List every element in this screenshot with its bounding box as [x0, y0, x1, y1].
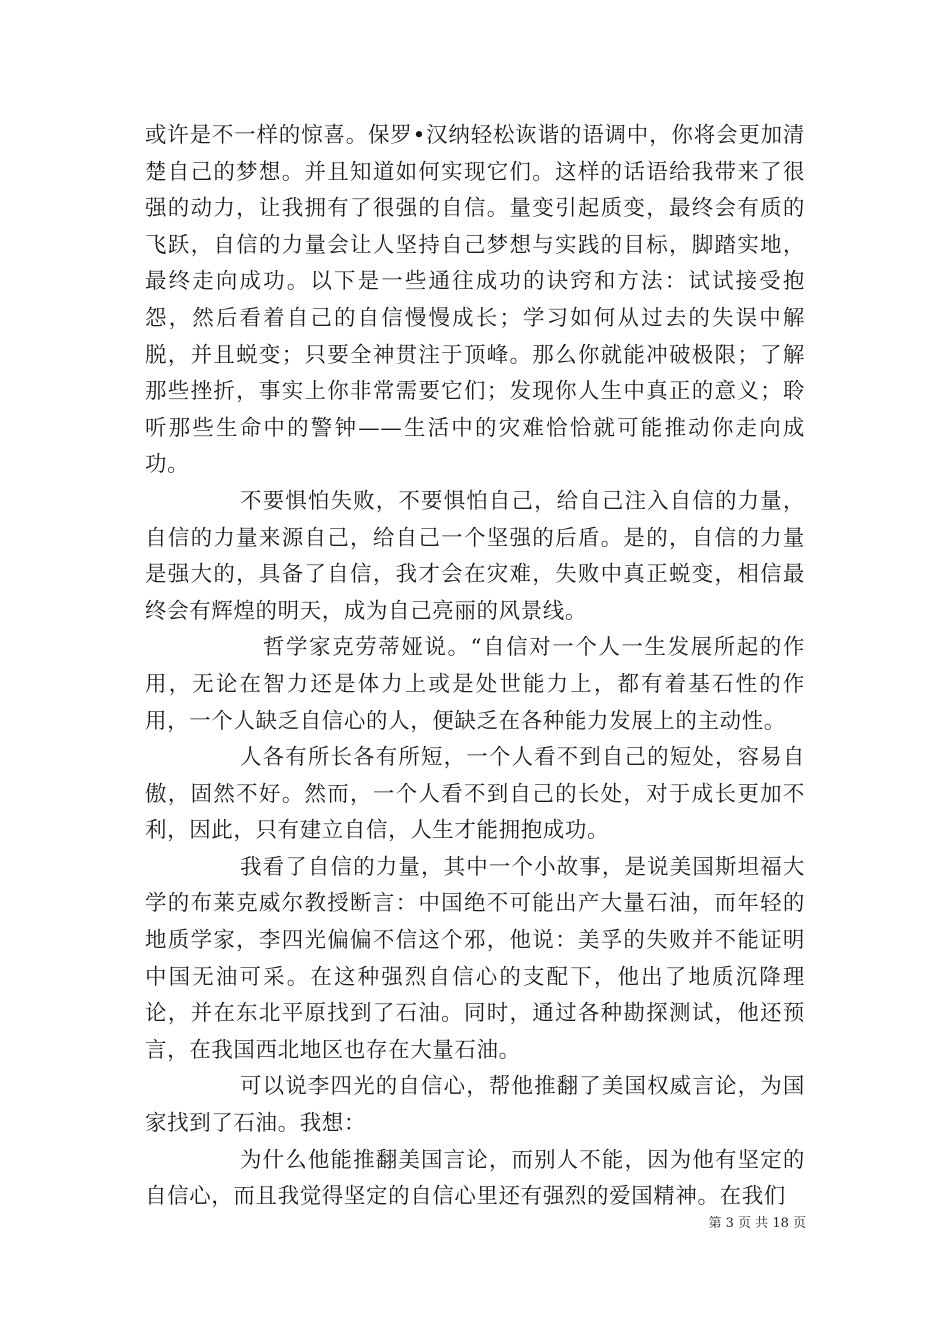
page-number-footer: 第 3 页 共 18 页 — [708, 1216, 806, 1231]
paragraph-1: 或许是不一样的惊喜。保罗•汉纳轻松诙谐的语调中，你将会更加清楚自己的梦想。并且知道如何实现它们。这样的话语给我带来了很强的动力，让我拥有了很强的自信。量变引起质变，最终会有质的飞跃，自信的力量会让人坚持自己梦想与实践的目标，脚踏实地，最终走向成功。以下是一些通往成功的诀窍和方法：试试接受抱怨，然后看着自己的自信慢慢成长；学习如何从过去的失误中解脱，并且蜕变；只要全神贯注于顶峰。那么你就能冲破极限；了解那些挫折，事实上你非常需要它们；发现你人生中真正的意义；聆听那些生命中的警钟——生活中的灾难恰恰就可能推动你走向成功。 — [145, 123, 805, 478]
paragraph-6: 可以说李四光的自信心，帮他推翻了美国权威言论，为国家找到了石油。我想： — [145, 1074, 805, 1137]
paragraph-5: 我看了自信的力量，其中一个小故事，是说美国斯坦福大学的布莱克威尔教授断言：中国绝不可能出产大量石油，而年轻的地质学家，李四光偏偏不信这个邪，他说：美孚的失败并不能证明中国无油可采。在这种强烈自信心的支配下，他出了地质沉降理论，并在东北平原找到了石油。同时，通过各种勘探测试，他还预言，在我国西北地区也存在大量石油。 — [145, 854, 805, 1063]
paragraph-4: 人各有所长各有所短，一个人看不到自己的短处，容易自傲，固然不好。然而，一个人看不到自己的长处，对于成长更加不利，因此，只有建立自信，人生才能拥抱成功。 — [145, 745, 805, 844]
paragraph-2: 不要惧怕失败，不要惧怕自己，给自己注入自信的力量，自信的力量来源自己，给自己一个坚强的后盾。是的，自信的力量是强大的，具备了自信，我才会在灾难，失败中真正蜕变，相信最终会有辉煌的明天，成为自己亮丽的风景线。 — [145, 488, 805, 624]
paragraph-7: 为什么他能推翻美国言论，而别人不能，因为他有坚定的自信心，而且我觉得坚定的自信心里还有强烈的爱国精神。在我们 — [145, 1147, 805, 1210]
paragraph-3: 哲学家克劳蒂娅说。“自信对一个人一生发展所起的作用，无论在智力还是体力上或是处世能力上，都有着基石性的作用，一个人缺乏自信心的人，便缺乏在各种能力发展上的主动性。 — [145, 635, 805, 734]
document-body — [145, 118, 805, 1216]
